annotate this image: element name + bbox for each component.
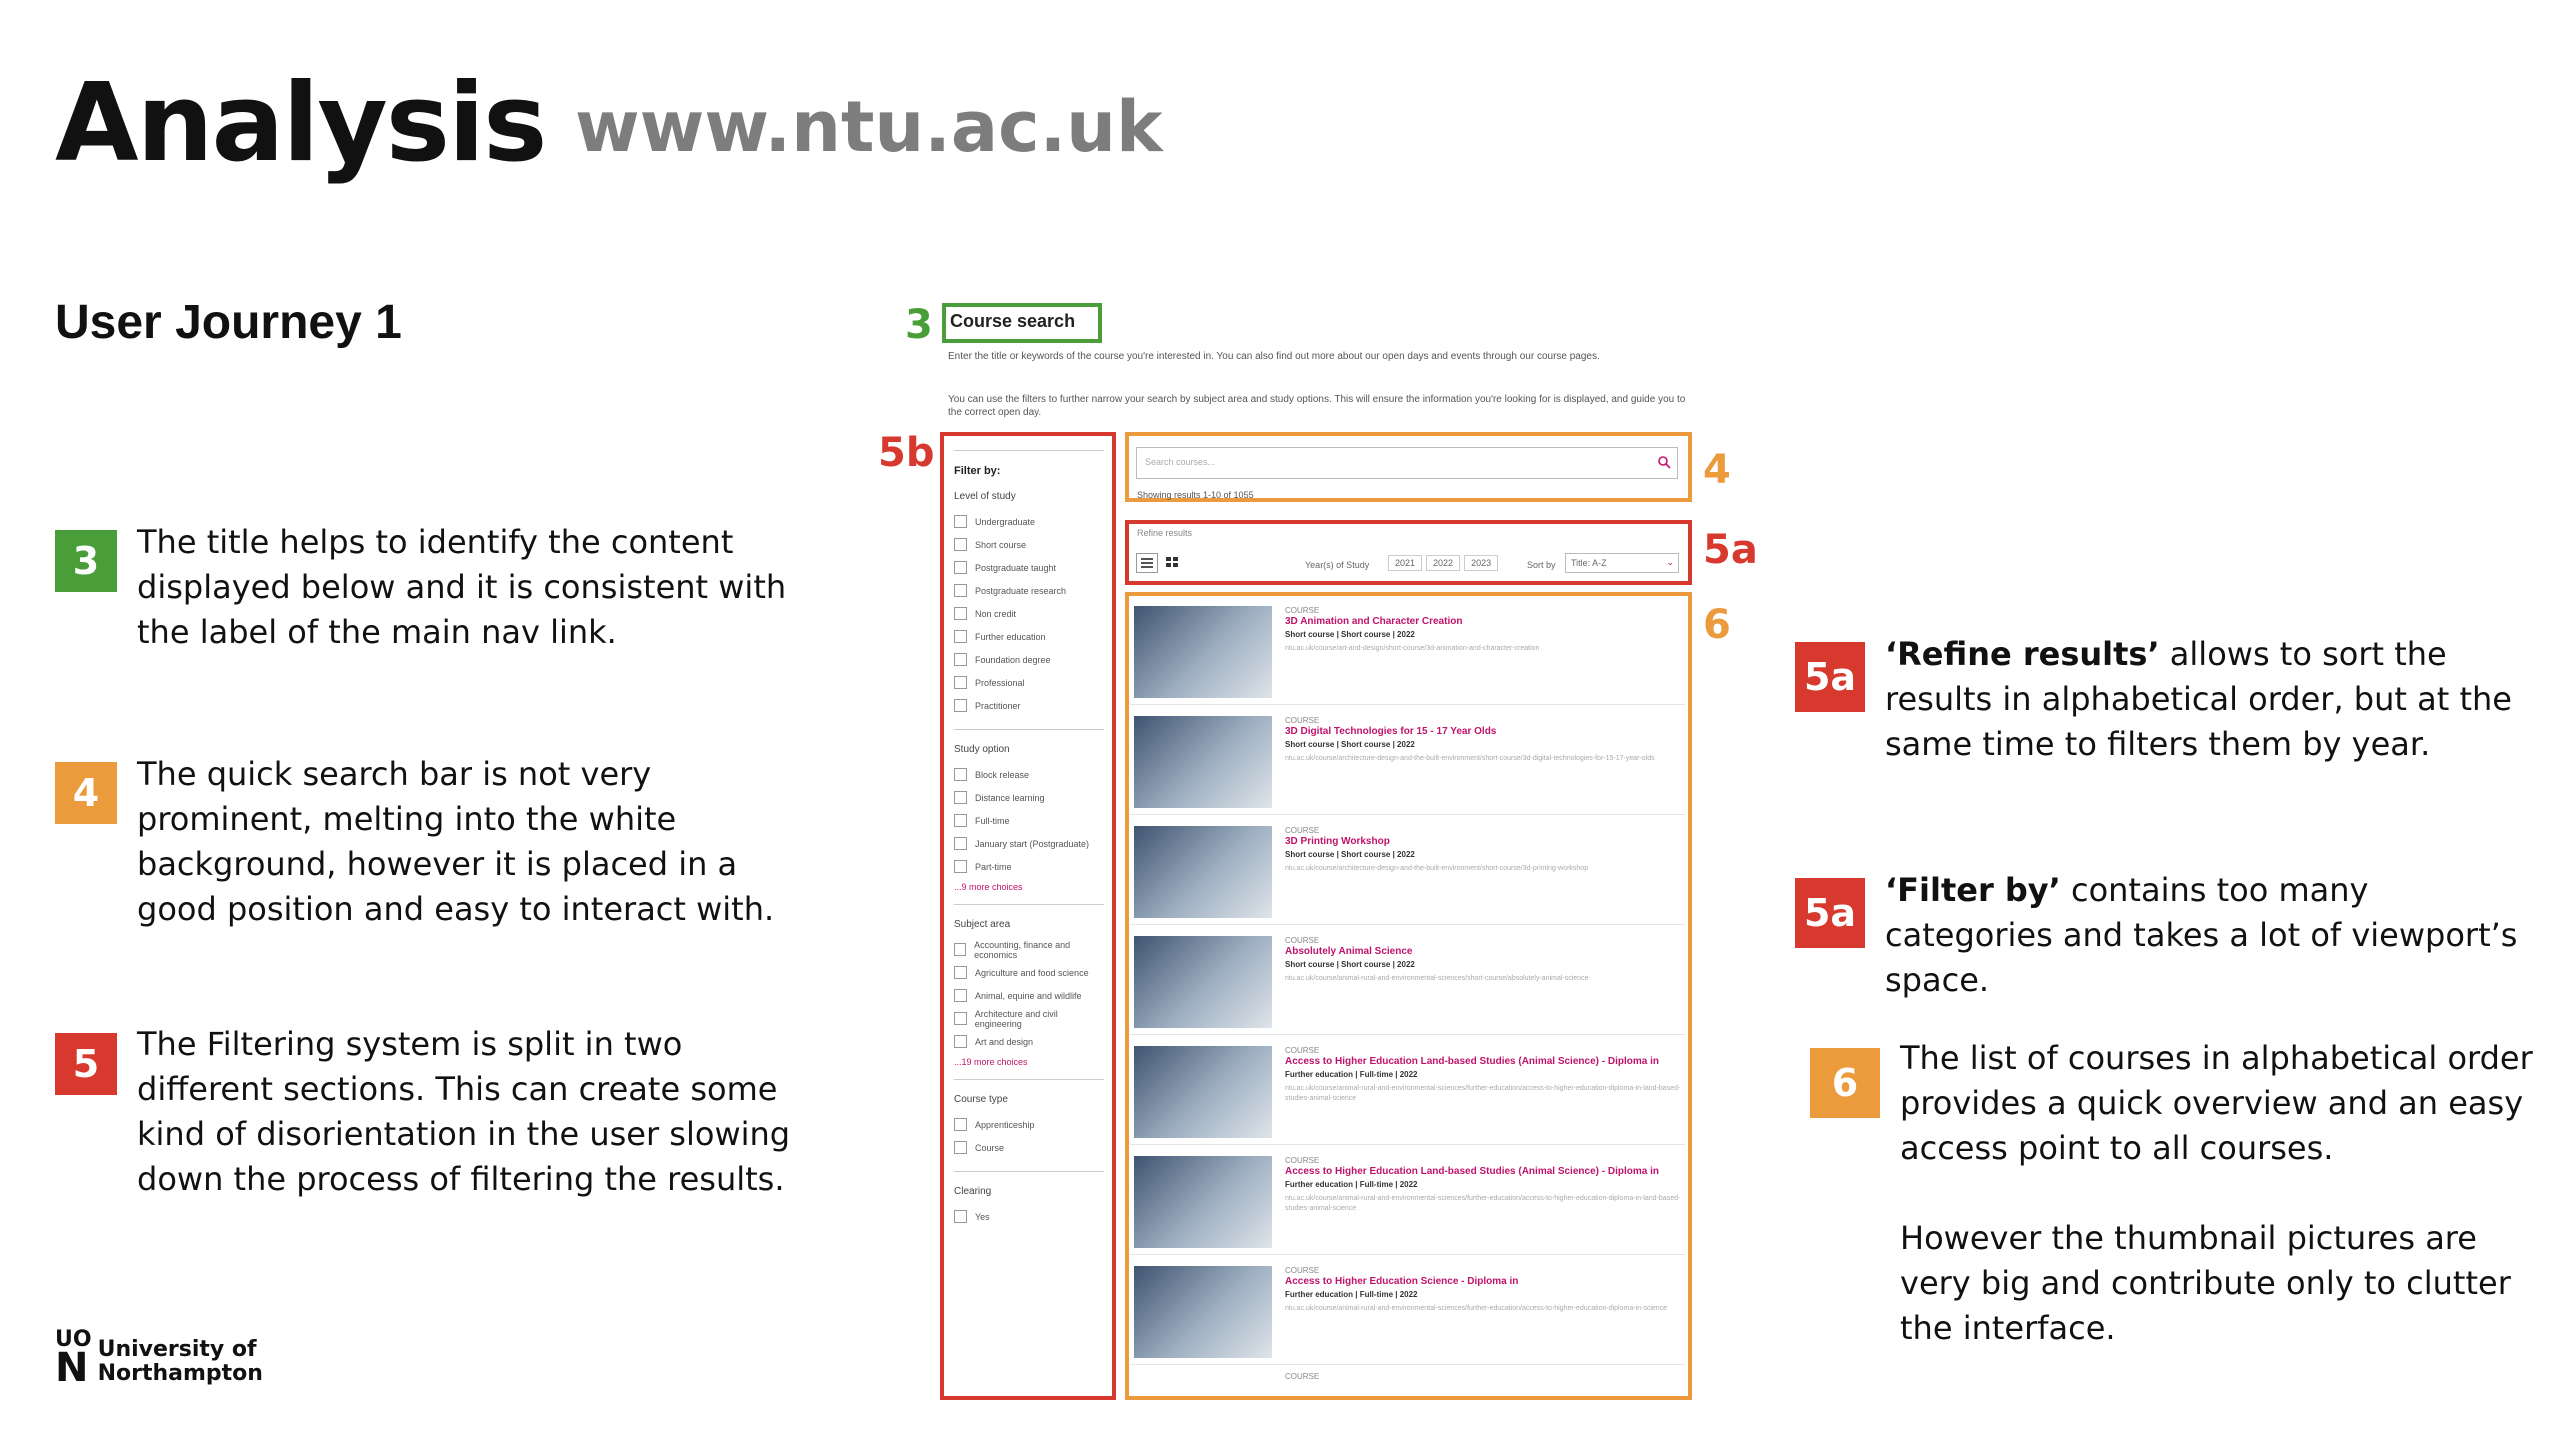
- checkbox-icon[interactable]: [954, 653, 967, 666]
- annotation-label-4: 4: [1703, 447, 1731, 493]
- level-checkbox[interactable]: [954, 671, 1104, 694]
- course-url: ntu.ac.uk/course/art-and-design/short-course/3d-animation-and-character-creation: [1285, 645, 1540, 652]
- level-title: Level of study: [954, 491, 1016, 502]
- clearing-checkbox[interactable]: [954, 1205, 1104, 1228]
- logo-line-1: University of: [97, 1336, 257, 1362]
- level-checkbox[interactable]: [954, 556, 1104, 579]
- checkbox-icon[interactable]: [954, 1210, 967, 1223]
- course-text: [1285, 1156, 1685, 1214]
- subject-list: [954, 938, 1104, 1053]
- course-text: [1285, 716, 1685, 764]
- course-url: ntu.ac.uk/course/animal-rural-and-environmental-sciences/further-education/access-to-higher-education-diploma-in-science: [1285, 1305, 1668, 1312]
- course-title-link[interactable]: Access to Higher Education Land-based Studies (Animal Science) - Diploma in: [1285, 1166, 1659, 1177]
- subject-checkbox[interactable]: [954, 961, 1104, 984]
- study-option-checkbox[interactable]: [954, 855, 1104, 878]
- course-meta: Short course | Short course | 2022: [1285, 960, 1415, 969]
- course-type-checkbox[interactable]: [954, 1113, 1104, 1136]
- note-badge-3: 3: [55, 530, 117, 592]
- course-text: [1285, 606, 1685, 654]
- note-text-4: The quick search bar is not very prominent, melting into the white background, however it is placed in a good position and easy to interact with.: [137, 755, 775, 928]
- course-url: ntu.ac.uk/course/architecture-design-and-the-built-environment/short-course/3d-printing-workshop: [1285, 865, 1589, 872]
- checkbox-icon[interactable]: [954, 584, 967, 597]
- checkbox-icon[interactable]: [954, 699, 967, 712]
- clearing-list: [954, 1205, 1104, 1228]
- search-placeholder: Search courses...: [1145, 457, 1216, 467]
- note-bold-filter: ‘Filter by’: [1885, 871, 2061, 909]
- clearing-title: Clearing: [954, 1186, 992, 1197]
- filter-title: Filter by:: [954, 465, 1001, 477]
- checkbox-icon[interactable]: [954, 676, 967, 689]
- course-url: ntu.ac.uk/course/animal-rural-and-environmental-sciences/short-course/absolutely-animal-science: [1285, 975, 1589, 982]
- course-url: ntu.ac.uk/course/animal-rural-and-environmental-sciences/further-education/access-to-higher-education-diploma-in-land-based-studies-animal-science: [1285, 1195, 1681, 1212]
- course-type-label: COURSE: [1285, 936, 1320, 945]
- slide-title: Analysis: [55, 61, 546, 186]
- course-type-label: COURSE: [1285, 1266, 1320, 1275]
- checkbox-icon[interactable]: [954, 561, 967, 574]
- subject-checkbox[interactable]: [954, 938, 1104, 961]
- logo-mark-bottom: N: [55, 1344, 89, 1391]
- results-count: Showing results 1-10 of 1055: [1137, 490, 1254, 500]
- note-badge-5a-refine: 5a: [1795, 642, 1865, 712]
- course-title-link[interactable]: 3D Digital Technologies for 15 - 17 Year Olds: [1285, 726, 1497, 737]
- subject-checkbox[interactable]: [954, 984, 1104, 1007]
- list-view-button[interactable]: [1136, 553, 1158, 573]
- level-label: Non credit: [975, 608, 1017, 619]
- divider: [954, 1079, 1104, 1080]
- level-checkbox[interactable]: [954, 510, 1104, 533]
- course-text: [1285, 1046, 1685, 1104]
- study-option-label: Block release: [975, 769, 1030, 780]
- logo-text: [98, 1338, 263, 1386]
- course-meta: Further education | Full-time | 2022: [1285, 1070, 1418, 1079]
- sort-select[interactable]: [1565, 553, 1679, 573]
- course-thumbnail[interactable]: [1134, 716, 1272, 808]
- checkbox-icon[interactable]: [954, 966, 967, 979]
- year-option[interactable]: 2023: [1464, 555, 1498, 571]
- level-label: Further education: [975, 631, 1046, 642]
- year-label: Year(s) of Study: [1305, 560, 1370, 570]
- annotation-label-6: 6: [1703, 602, 1731, 648]
- subject-checkbox[interactable]: [954, 1030, 1104, 1053]
- course-type-label: COURSE: [1285, 606, 1320, 615]
- sort-value: Title: A-Z: [1571, 558, 1607, 568]
- checkbox-icon[interactable]: [954, 1012, 967, 1025]
- section-subtitle: User Journey 1: [55, 296, 402, 349]
- study-list: [954, 763, 1104, 878]
- level-checkbox[interactable]: [954, 602, 1104, 625]
- clearing-label: Yes: [975, 1211, 990, 1222]
- level-checkbox[interactable]: [954, 625, 1104, 648]
- year-option[interactable]: 2021: [1388, 555, 1422, 571]
- course-result[interactable]: [1130, 710, 1685, 815]
- course-meta: Short course | Short course | 2022: [1285, 740, 1415, 749]
- level-label: Foundation degree: [975, 654, 1051, 665]
- checkbox-icon[interactable]: [954, 1118, 967, 1131]
- checkbox-icon[interactable]: [954, 630, 967, 643]
- subject-label: Accounting, finance and economics: [974, 939, 1071, 960]
- logo-mark: [55, 1327, 92, 1391]
- note-text-3: The title helps to identify the content displayed below and it is consistent with the label of the main nav link.: [137, 523, 787, 651]
- note-text-5a-refine: [1885, 632, 2545, 767]
- study-option-checkbox[interactable]: [954, 809, 1104, 832]
- note-text-5a-filter: [1885, 868, 2545, 1003]
- note-badge-5a-filter: 5a: [1795, 878, 1865, 948]
- level-label: Undergraduate: [975, 516, 1036, 527]
- chevron-down-icon: ⌄: [1666, 557, 1674, 567]
- course-result[interactable]: [1130, 1260, 1685, 1365]
- course-type-checkbox[interactable]: [954, 1136, 1104, 1159]
- annotation-label-5a: 5a: [1703, 527, 1758, 573]
- divider: [954, 904, 1104, 905]
- course-meta: Further education | Full-time | 2022: [1285, 1180, 1418, 1189]
- level-label: Professional: [975, 677, 1025, 688]
- study-option-checkbox[interactable]: [954, 786, 1104, 809]
- study-more-link[interactable]: ...9 more choices: [954, 882, 1023, 892]
- course-result[interactable]: [1130, 600, 1685, 705]
- note-text-6: [1900, 1036, 2540, 1351]
- course-thumbnail[interactable]: [1134, 606, 1272, 698]
- course-result[interactable]: [1130, 1040, 1685, 1145]
- course-thumbnail[interactable]: [1134, 1156, 1272, 1248]
- checkbox-icon[interactable]: [954, 1035, 967, 1048]
- year-option[interactable]: 2022: [1426, 555, 1460, 571]
- checkbox-icon[interactable]: [954, 860, 967, 873]
- level-list: [954, 510, 1104, 717]
- level-checkbox[interactable]: [954, 694, 1104, 717]
- divider: [954, 450, 1104, 451]
- annotation-label-5b: 5b: [878, 430, 935, 476]
- logo-mark-top: UO: [55, 1327, 92, 1352]
- checkbox-icon[interactable]: [954, 989, 967, 1002]
- filter-sidebar: [954, 450, 1104, 1228]
- note-badge-4: 4: [55, 762, 117, 824]
- course-type-label: COURSE: [1285, 1046, 1320, 1055]
- subject-checkbox[interactable]: [954, 1007, 1104, 1030]
- note-text-6a: The list of courses in alphabetical order provides a quick overview and an easy access point to all courses.: [1900, 1039, 2533, 1167]
- note-badge-6: 6: [1810, 1048, 1880, 1118]
- level-checkbox[interactable]: [954, 533, 1104, 556]
- checkbox-icon[interactable]: [954, 538, 967, 551]
- study-option-label: Full-time: [975, 815, 1010, 826]
- grid-view-button[interactable]: [1162, 553, 1182, 571]
- grid-view-icon: [1166, 557, 1178, 567]
- course-thumbnail[interactable]: [1134, 826, 1272, 918]
- intro-text-1: Enter the title or keywords of the course you're interested in. You can also find out more about our open days and events through our course pages.: [948, 351, 1600, 362]
- subject-label: Animal, equine and wildlife: [975, 990, 1082, 1001]
- divider: [954, 1171, 1104, 1172]
- subject-title: Subject area: [954, 919, 1011, 930]
- course-meta: Short course | Short course | 2022: [1285, 850, 1415, 859]
- course-text: [1285, 826, 1685, 874]
- course-title-link[interactable]: Access to Higher Education Science - Diploma in: [1285, 1276, 1519, 1287]
- checkbox-icon[interactable]: [954, 768, 967, 781]
- type-list: [954, 1113, 1104, 1159]
- course-search-title: Course search: [950, 311, 1076, 331]
- checkbox-icon[interactable]: [954, 814, 967, 827]
- course-type-label: COURSE: [1285, 826, 1320, 835]
- course-url: ntu.ac.uk/course/architecture-design-and-the-built-environment/short-course/3d-digital-technologies-for-15-17-year-olds: [1285, 755, 1655, 762]
- subject-label: Agriculture and food science: [975, 967, 1089, 978]
- course-thumbnail[interactable]: [1134, 936, 1272, 1028]
- course-type-label: Apprenticeship: [975, 1119, 1035, 1130]
- annotation-label-3: 3: [905, 302, 933, 348]
- search-icon[interactable]: [1657, 455, 1671, 469]
- course-result[interactable]: [1130, 820, 1685, 925]
- checkbox-icon[interactable]: [954, 607, 967, 620]
- intro-text-2: You can use the filters to further narrow your search by subject area and study options. This will ensure the information you're looking for is displayed, and guide you to the correct open day.: [948, 394, 1686, 418]
- level-label: Postgraduate research: [975, 585, 1067, 596]
- study-option-checkbox[interactable]: [954, 763, 1104, 786]
- type-title: Course type: [954, 1094, 1008, 1105]
- course-type-label: COURSE: [1285, 1372, 1320, 1381]
- note-text-6b: However the thumbnail pictures are very big and contribute only to clutter the interface.: [1900, 1219, 2511, 1347]
- course-title-link[interactable]: 3D Printing Workshop: [1285, 836, 1390, 847]
- course-type-label: Course: [975, 1142, 1005, 1153]
- level-checkbox[interactable]: [954, 648, 1104, 671]
- logo-line-2: Northampton: [97, 1360, 263, 1386]
- note-text-5: The Filtering system is split in two different sections. This can create some kind of disorientation in the user slowing down the process of filtering the results.: [137, 1025, 791, 1198]
- checkbox-icon[interactable]: [954, 791, 967, 804]
- course-title-link[interactable]: Absolutely Animal Science: [1285, 946, 1413, 957]
- course-type-label: COURSE: [1285, 1156, 1320, 1165]
- course-title-link[interactable]: Access to Higher Education Land-based Studies (Animal Science) - Diploma in: [1285, 1056, 1659, 1067]
- checkbox-icon[interactable]: [954, 943, 966, 956]
- course-title-link[interactable]: 3D Animation and Character Creation: [1285, 616, 1463, 627]
- course-thumbnail[interactable]: [1134, 1046, 1272, 1138]
- university-logo: [55, 1327, 263, 1391]
- level-label: Practitioner: [975, 700, 1021, 711]
- course-result[interactable]: [1130, 1150, 1685, 1255]
- checkbox-icon[interactable]: [954, 837, 967, 850]
- course-text: [1285, 936, 1685, 984]
- year-options: [1388, 555, 1498, 571]
- divider: [954, 729, 1104, 730]
- refine-label: Refine results: [1137, 528, 1193, 538]
- note-rest-refine: allows to sort the results in alphabetical order, but at the same time to filters them by year.: [1885, 635, 2512, 763]
- course-meta: Further education | Full-time | 2022: [1285, 1290, 1418, 1299]
- subject-label: Architecture and civil engineering: [974, 1008, 1058, 1029]
- note-rest-filter: contains too many categories and takes a lot of viewport’s space.: [1885, 871, 2518, 999]
- checkbox-icon[interactable]: [954, 1141, 967, 1154]
- subject-label: Art and design: [975, 1036, 1034, 1047]
- study-option-label: Distance learning: [975, 792, 1045, 803]
- course-type-label: COURSE: [1285, 716, 1320, 725]
- level-label: Short course: [975, 539, 1027, 550]
- course-result[interactable]: [1130, 930, 1685, 1035]
- study-option-checkbox[interactable]: [954, 832, 1104, 855]
- course-url: ntu.ac.uk/course/animal-rural-and-environmental-sciences/further-education/access-to-higher-education-diploma-in-land-based-studies-animal-science: [1285, 1085, 1681, 1102]
- search-input[interactable]: [1136, 447, 1678, 479]
- checkbox-icon[interactable]: [954, 515, 967, 528]
- sort-label: Sort by: [1527, 560, 1556, 570]
- note-bold-refine: ‘Refine results’: [1885, 635, 2160, 673]
- site-url: www.ntu.ac.uk: [575, 86, 1163, 168]
- level-label: Postgraduate taught: [975, 562, 1057, 573]
- level-checkbox[interactable]: [954, 579, 1104, 602]
- subject-more-link[interactable]: ...19 more choices: [954, 1057, 1028, 1067]
- course-text: [1285, 1266, 1685, 1314]
- course-thumbnail[interactable]: [1134, 1266, 1272, 1358]
- study-option-label: January start (Postgraduate): [975, 838, 1090, 849]
- course-meta: Short course | Short course | 2022: [1285, 630, 1415, 639]
- note-badge-5: 5: [55, 1033, 117, 1095]
- list-view-icon: [1141, 558, 1153, 568]
- study-option-label: Part-time: [975, 861, 1012, 872]
- study-title: Study option: [954, 744, 1010, 755]
